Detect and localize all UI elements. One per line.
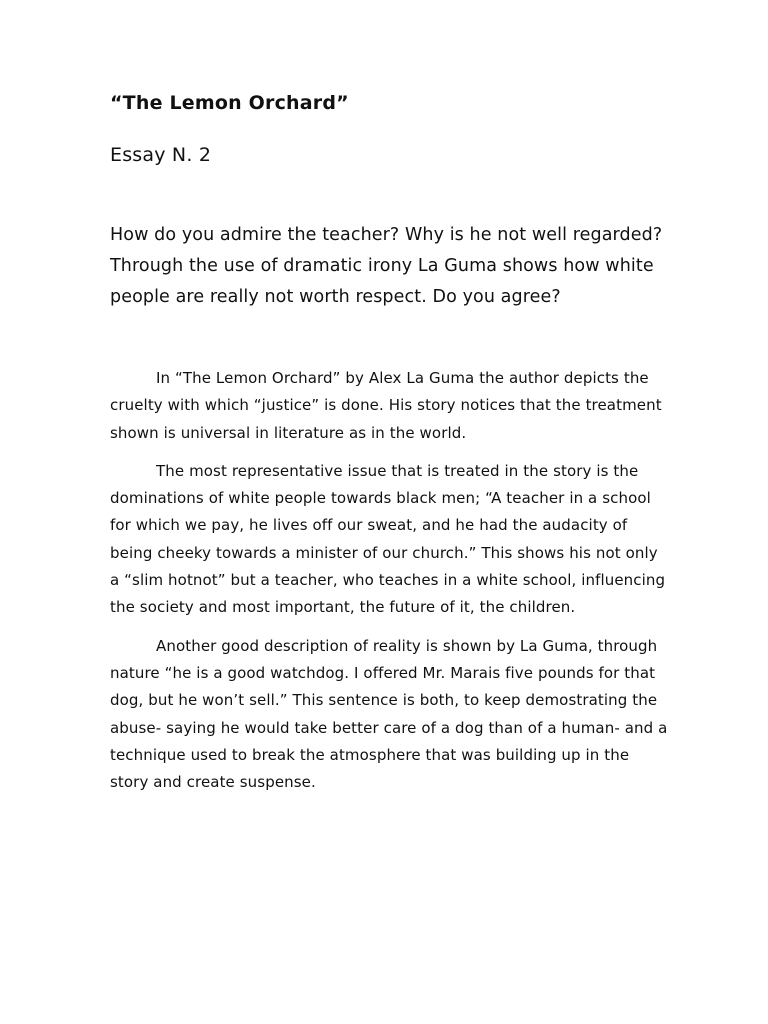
- essay-body: [110, 365, 670, 796]
- essay-prompt: How do you admire the teacher? Why is he not well regarded? Through the use of dramatic irony La Guma shows how white people are really not worth respect. Do you agree?: [110, 225, 663, 307]
- essay-page: [110, 88, 670, 807]
- body-paragraph-1: In “The Lemon Orchard” by Alex La Guma the author depicts the cruelty with which “justice” is done. His story notices that the treatment shown is universal in literature as in the world.: [110, 369, 662, 442]
- body-paragraph-3: Another good description of reality is shown by La Guma, through nature “he is a good watchdog. I offered Mr. Marais five pounds for that dog, but he won’t sell.” This sentence is both, to keep demostrating the abuse- saying he would take better care of a dog than of a human- and a technique used to break the atmosphere that was building up in the story and create suspense.: [110, 636, 668, 792]
- body-paragraph-2: The most representative issue that is treated in the story is the dominations of white people towards black men; “A teacher in a school for which we pay, he lives off our sweat, and he had the audacity of being cheeky towards a minister of our church.” This shows his not only a “slim hotnot” but a teacher, who teaches in a white school, influencing the society and most important, the future of it, the children.: [110, 461, 666, 617]
- essay-title: “The Lemon Orchard”: [110, 92, 349, 114]
- essay-number: Essay N. 2: [110, 144, 212, 166]
